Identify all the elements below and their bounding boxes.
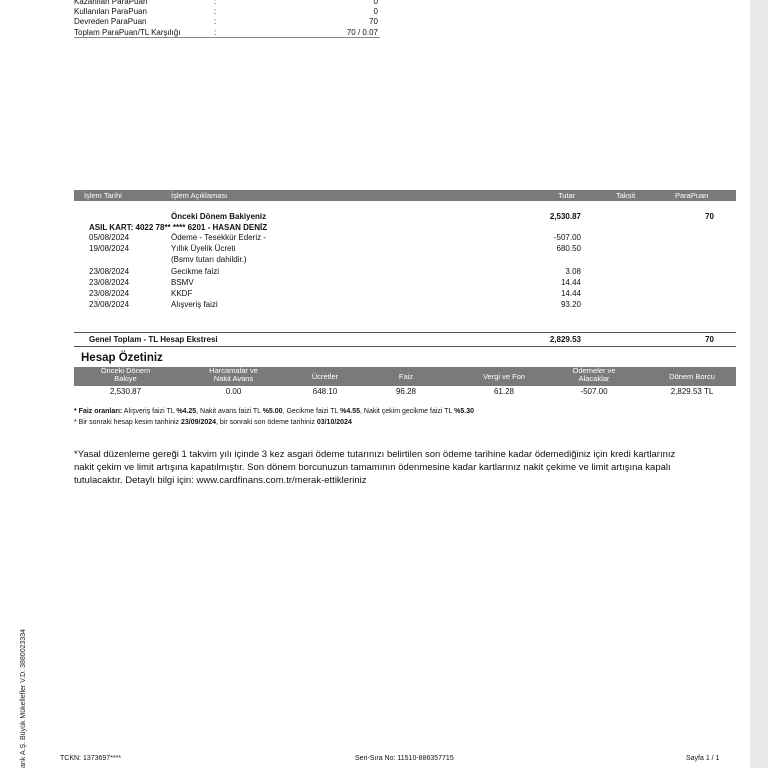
summary-value-tax: 61.28 xyxy=(493,387,515,396)
summary-label: Kazanılan ParaPuan xyxy=(74,0,148,6)
summary-col-payments xyxy=(544,367,644,383)
row-desc: KKDF xyxy=(171,289,193,298)
previous-balance-label: Önceki Dönem Bakiyeniz xyxy=(171,212,267,221)
legal-line: tutulacaktır. Detaylı bilgi için: www.cardfinans.com.tr/merak-ettikleriniz xyxy=(74,475,367,486)
legal-line: *Yasal düzenleme gereği 1 takvim yılı içinde 3 kez asgari ödeme tutarınızı belirtilen son ödeme tarihine kadar ödemediğiniz için kredi kartlarınız xyxy=(74,449,676,460)
row-desc: Ödeme - Tesekkür Ederiz - xyxy=(171,233,266,242)
summary-col-line: Harcamalar ve xyxy=(209,366,258,375)
summary-value-fees: 648.10 xyxy=(312,387,338,396)
col-date-header: İşlem Tarihi xyxy=(84,191,122,200)
note-rate: %4.25 xyxy=(176,408,197,415)
row-desc: Gecikme faizi xyxy=(171,267,220,276)
grand-total-label: Genel Toplam - TL Hesap Ekstresi xyxy=(89,335,218,344)
account-summary-header xyxy=(74,367,736,386)
note-text: , Nakit avans faizi TL xyxy=(196,408,263,415)
summary-col-interest: Faiz xyxy=(398,372,414,381)
summary-value-period-debt: 2,829.53 TL xyxy=(670,387,714,396)
summary-col-fees: Ücretler xyxy=(311,372,339,381)
col-amount-header: Tutar xyxy=(558,191,576,200)
interest-rates-note xyxy=(74,408,474,415)
summary-col-line: Nakit Avans xyxy=(213,374,254,383)
footer-tckn: TCKN: 1373697**** xyxy=(60,755,122,762)
row-desc: BSMV xyxy=(171,278,194,287)
side-legal-text: ank A.Ş. Büyük Mükellefler V.D. 3880023334 xyxy=(20,628,27,768)
summary-value-payments: -507.00 xyxy=(580,387,608,396)
note-text: , Gecikme faizi TL xyxy=(282,408,341,415)
summary-col-line: Bakiye xyxy=(114,374,137,383)
summary-col-period-debt: Dönem Borcu xyxy=(669,372,715,381)
row-amount: 14.44 xyxy=(560,289,581,298)
summary-col-tax: Vergi ve Fon xyxy=(482,372,526,381)
grand-total-points: 70 xyxy=(705,335,714,344)
summary-value-interest: 96.28 xyxy=(395,387,417,396)
summary-col-line: Ödemeler ve xyxy=(572,366,616,375)
row-amount: 3.08 xyxy=(565,267,581,276)
summary-sep: : xyxy=(214,0,217,6)
note-text: , bir sonraki son ödeme tarihiniz xyxy=(216,419,317,426)
col-desc-header: İşlem Açıklaması xyxy=(171,191,228,200)
row-date: 23/08/2024 xyxy=(89,267,130,276)
row-desc: Alışveriş faizi xyxy=(171,300,218,309)
summary-col-previous xyxy=(74,367,177,383)
summary-value: 70 xyxy=(369,17,378,26)
grand-total-amount: 2,829.53 xyxy=(549,335,581,344)
legal-notice xyxy=(74,448,675,487)
summary-value-previous: 2,530.87 xyxy=(109,387,142,396)
next-cut-date: 23/09/2024 xyxy=(181,419,217,426)
col-points-header: ParaPuan xyxy=(675,191,709,200)
summary-label: Kullanılan ParaPuan xyxy=(74,7,147,16)
transactions-header xyxy=(74,190,736,201)
summary-label: Devreden ParaPuan xyxy=(74,17,147,26)
row-amount: 14.44 xyxy=(560,278,581,287)
note-rate: %5.30 xyxy=(454,408,474,415)
row-date: 23/08/2024 xyxy=(89,278,130,287)
note-rate: %5.00 xyxy=(262,408,283,415)
row-amount: 93.20 xyxy=(560,300,581,309)
summary-col-spending xyxy=(181,367,286,383)
card-holder-line: ASIL KART: 4022 78** **** 6201 - HASAN DENİZ xyxy=(89,223,268,232)
row-date: 23/08/2024 xyxy=(89,289,130,298)
summary-value: 0 xyxy=(373,7,378,16)
row-desc: Yıllık Üyelik Ücreti xyxy=(171,244,236,253)
next-dates-note xyxy=(74,419,352,426)
viewer-margin xyxy=(750,0,768,768)
next-due-date: 03/10/2024 xyxy=(316,419,352,426)
row-amount: -507.00 xyxy=(553,233,581,242)
legal-line: nakit çekim ve limit artışına kapatılmıştır. Son dönem borcunuzun tamamının ödenmesine kadar kartlarınız nakit çekime ve limit artışına kapalı xyxy=(74,462,671,473)
note-text: Alışveriş faizi TL xyxy=(122,408,177,415)
summary-sep: : xyxy=(214,7,217,16)
summary-value: 0 xyxy=(373,0,378,6)
row-desc: (Bsmv tutarı dahildir.) xyxy=(171,255,247,264)
previous-balance-points: 70 xyxy=(705,212,714,221)
footer-serial: Seri-Sıra No: 11510-886357715 xyxy=(355,755,454,762)
summary-sep: : xyxy=(214,28,217,37)
summary-divider xyxy=(74,37,380,38)
summary-value-spending: 0.00 xyxy=(225,387,242,396)
note-text: * Bir sonraki hesap kesim tarihiniz xyxy=(74,419,181,426)
note-rate: %4.55 xyxy=(340,408,360,415)
total-top-rule xyxy=(74,332,736,333)
summary-label: Toplam ParaPuan/TL Karşılığı xyxy=(74,28,181,37)
summary-value: 70 / 0.07 xyxy=(346,28,378,37)
row-amount: 680.50 xyxy=(556,244,581,253)
note-prefix: * Faiz oranları: xyxy=(74,408,123,415)
row-date: 19/08/2024 xyxy=(89,244,130,253)
account-summary-title: Hesap Özetiniz xyxy=(81,352,163,364)
footer-page-number: Sayfa 1 / 1 xyxy=(686,755,720,762)
total-bottom-rule xyxy=(74,346,736,347)
summary-col-line: Alacaklar xyxy=(578,374,610,383)
previous-balance-amount: 2,530.87 xyxy=(549,212,581,221)
row-date: 23/08/2024 xyxy=(89,300,130,309)
summary-col-line: Önceki Dönem xyxy=(100,366,151,375)
row-date: 05/08/2024 xyxy=(89,233,130,242)
note-text: , Nakit çekim gecikme faizi TL xyxy=(360,408,455,415)
summary-sep: : xyxy=(214,17,217,26)
col-installment-header: Taksit xyxy=(616,191,636,200)
